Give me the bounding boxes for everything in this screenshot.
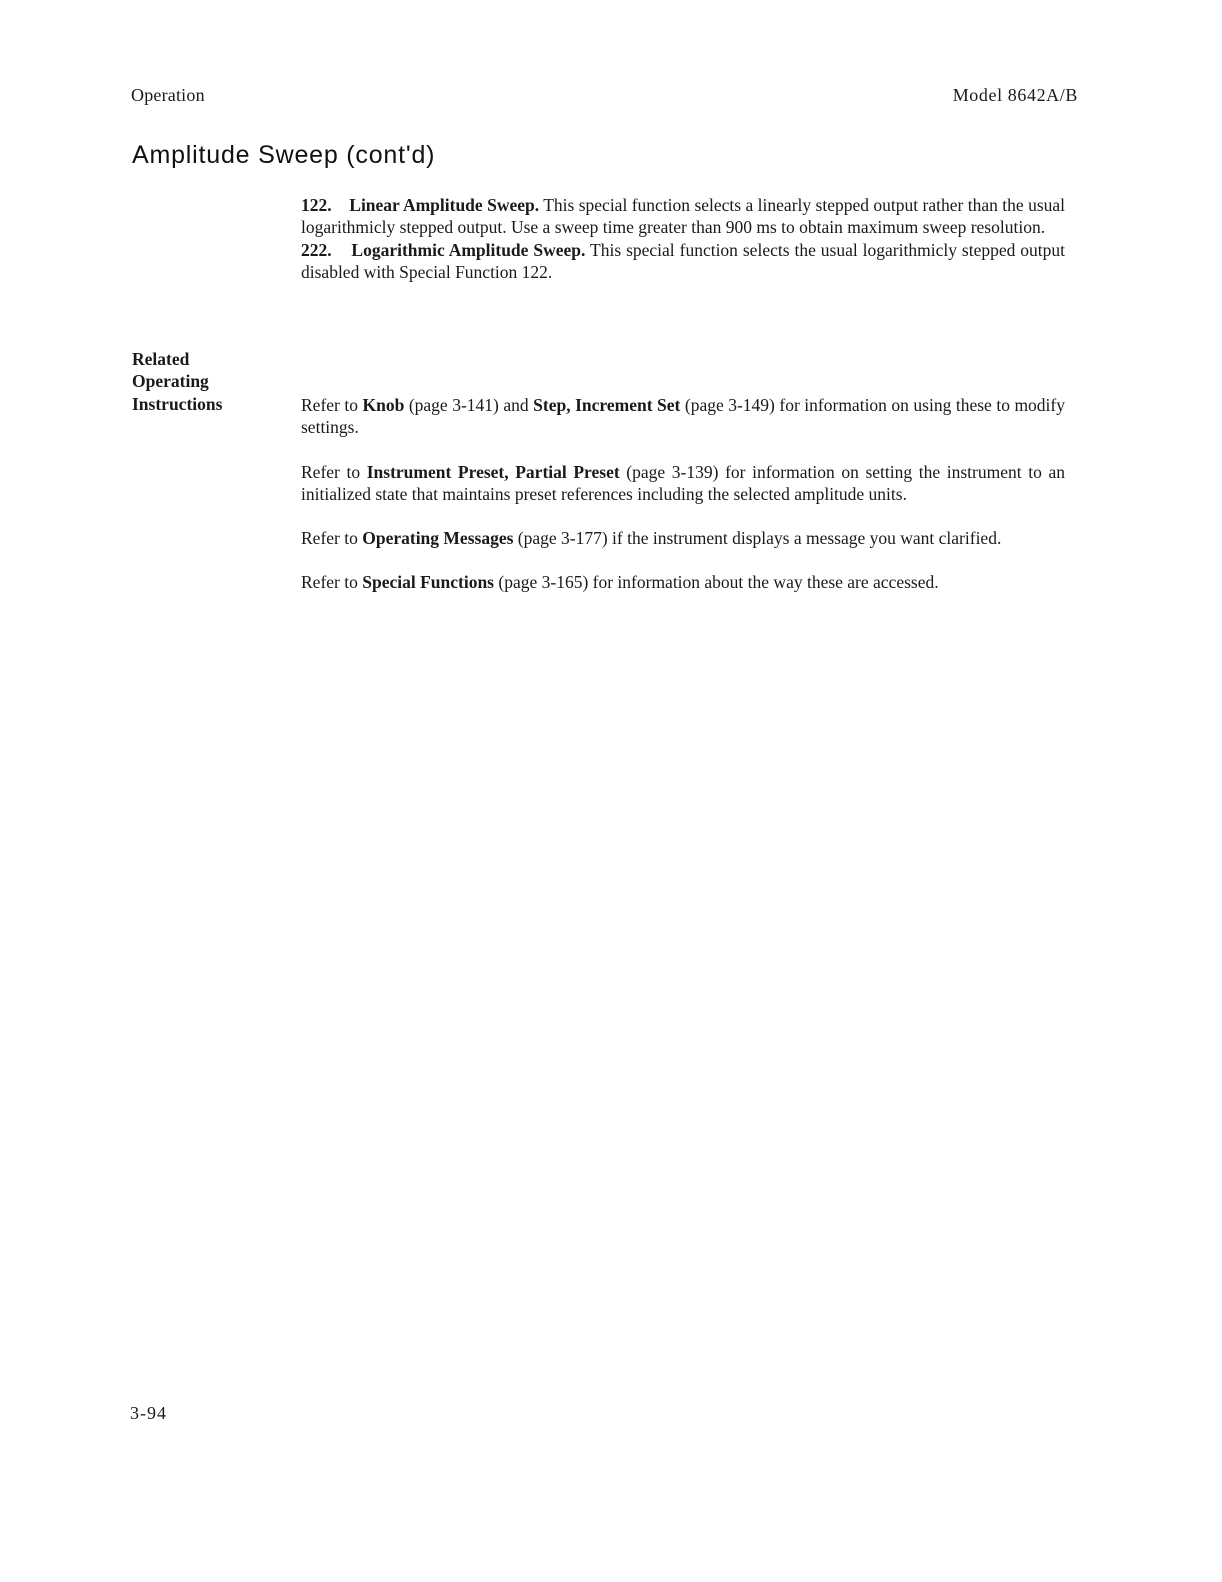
reference-instrument-preset bbox=[301, 461, 1065, 506]
ref-text: Refer to bbox=[301, 572, 363, 593]
special-function-222 bbox=[301, 239, 1065, 284]
reference-special-functions bbox=[301, 571, 1065, 593]
ref-link-step-increment-set: Step, Increment Set bbox=[533, 395, 681, 415]
ref-text: Refer to bbox=[301, 395, 363, 415]
special-function-number: 222. bbox=[301, 239, 332, 260]
ref-link-special-functions: Special Functions bbox=[362, 572, 494, 593]
section-title: Amplitude Sweep (cont'd) bbox=[132, 141, 436, 169]
ref-text: (page 3-177) if the instrument displays a message you want clarified. bbox=[513, 528, 1002, 549]
special-function-name: Logarithmic Amplitude Sweep. bbox=[351, 239, 586, 260]
special-function-name: Linear Amplitude Sweep. bbox=[349, 195, 540, 215]
related-references-block bbox=[301, 394, 1065, 616]
related-instructions-label bbox=[132, 348, 282, 415]
special-functions-block bbox=[301, 194, 1065, 283]
special-function-description: This special function selects a linearly stepped output rather than the usual logarithmicly stepped output. Use a sweep time greater than 900 ms to obtain maximum sweep resolution. bbox=[301, 195, 1066, 238]
ref-text: Refer to bbox=[301, 461, 367, 482]
ref-link-knob: Knob bbox=[362, 395, 405, 415]
running-header-model: Model 8642A/B bbox=[952, 85, 1078, 105]
special-function-description: This special function selects the usual logarithmicly stepped output disabled with Special Function 122. bbox=[301, 239, 1066, 282]
ref-text: (page 3-165) for information about the way these are accessed. bbox=[494, 572, 939, 593]
reference-knob-step bbox=[301, 394, 1065, 439]
ref-link-instrument-preset: Instrument Preset, Partial Preset bbox=[366, 461, 620, 482]
ref-text: (page 3-149) for information on using these to modify settings. bbox=[301, 395, 1065, 438]
related-label-line: Related bbox=[132, 349, 190, 369]
ref-text: Refer to bbox=[301, 528, 363, 549]
special-function-number: 122. bbox=[301, 195, 332, 215]
related-label-line: Operating bbox=[132, 371, 209, 392]
ref-text: (page 3-141) and bbox=[404, 395, 534, 415]
page-number: 3-94 bbox=[130, 1403, 167, 1423]
running-header-section: Operation bbox=[131, 85, 205, 105]
related-label-line: Instructions bbox=[132, 393, 223, 414]
ref-text: (page 3-139) for information on setting the instrument to an initialized state that maintains preset references including the selected amplitude units. bbox=[301, 461, 1065, 504]
special-function-122 bbox=[301, 194, 1065, 239]
ref-link-operating-messages: Operating Messages bbox=[362, 528, 514, 549]
reference-operating-messages bbox=[301, 527, 1065, 549]
